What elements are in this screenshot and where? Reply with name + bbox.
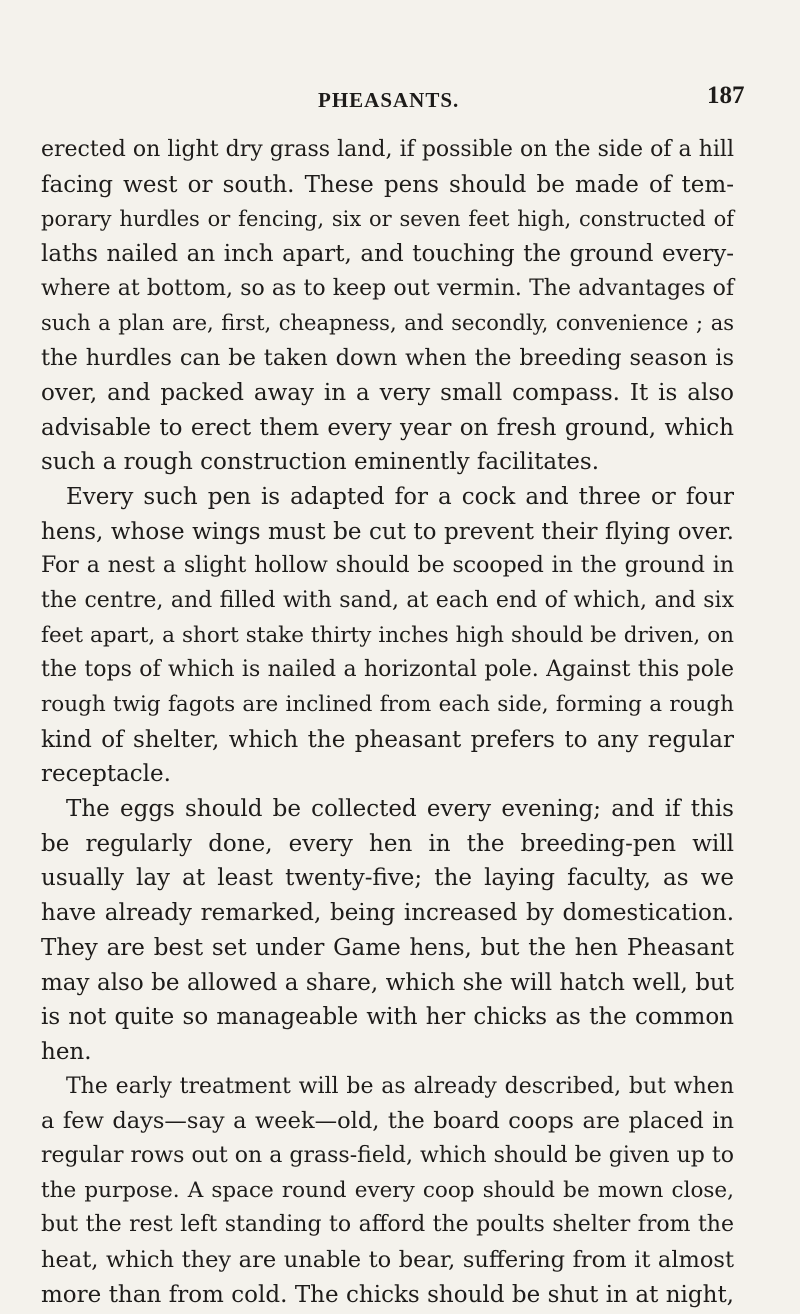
text-line: Every such pen is adapted for a cock and three or four <box>66 483 734 510</box>
text-line: regular rows out on a grass-field, which should be given up to <box>41 1142 734 1168</box>
text-line: hens, whose wings must be cut to prevent their flying over. <box>41 518 734 545</box>
text-line: is not quite so manageable with her chicks as the common <box>41 1004 734 1031</box>
text-line: the purpose. A space round every coop should be mown close, <box>41 1177 734 1203</box>
text-line: The eggs should be collected every evening; and if this <box>66 796 734 823</box>
text-line: receptacle. <box>41 761 171 788</box>
text-line: hen. <box>41 1038 92 1065</box>
text-line: may also be allowed a share, which she will hatch well, but <box>41 969 734 996</box>
text-line: laths nailed an inch apart, and touching the ground every- <box>41 241 734 268</box>
page-number: 187 <box>707 82 745 109</box>
text-line: have already remarked, being increased by domestication. <box>41 900 734 927</box>
text-line: facing west or south. These pens should be made of tem- <box>41 171 734 198</box>
text-line: usually lay at least twenty-five; the laying faculty, as we <box>41 865 734 892</box>
text-line: the hurdles can be taken down when the breeding season is <box>41 345 734 372</box>
text-line: They are best set under Game hens, but the hen Pheasant <box>41 934 734 961</box>
text-line: such a rough construction eminently facilitates. <box>41 449 600 476</box>
text-line: over, and packed away in a very small compass. It is also <box>41 379 734 406</box>
text-line: such a plan are, first, cheapness, and secondly, convenience ; as <box>41 311 734 336</box>
text-line: more than from cold. The chicks should be shut in at night, <box>41 1281 734 1308</box>
text-line: a few days—say a week—old, the board coops are placed in <box>41 1108 734 1135</box>
text-line: the centre, and filled with sand, at each end of which, and six <box>41 587 734 613</box>
text-line: heat, which they are unable to bear, suffering from it almost <box>41 1247 734 1273</box>
text-line: advisable to erect them every year on fresh ground, which <box>41 414 734 441</box>
text-line: rough twig fagots are inclined from each side, forming a rough <box>41 692 734 717</box>
text-line: erected on light dry grass land, if possible on the side of a hill <box>41 137 734 162</box>
text-line: For a nest a slight hollow should be scooped in the ground in <box>41 553 734 579</box>
text-line: be regularly done, every hen in the breeding-pen will <box>41 830 734 857</box>
text-line: but the rest left standing to afford the poults shelter from the <box>41 1212 734 1238</box>
text-line: kind of shelter, which the pheasant prefers to any regular <box>41 726 734 753</box>
text-line: The early treatment will be as already described, but when <box>66 1073 734 1099</box>
running-head: PHEASANTS. <box>318 88 460 112</box>
text-line: the tops of which is nailed a horizontal pole. Against this pole <box>41 657 734 683</box>
text-line: porary hurdles or fencing, six or seven feet high, constructed of <box>41 207 734 232</box>
text-line: feet apart, a short stake thirty inches high should be driven, on <box>41 622 734 648</box>
text-line: where at bottom, so as to keep out vermin. The advantages of <box>41 275 734 301</box>
body-text <box>41 133 734 1312</box>
page-header <box>0 82 800 116</box>
